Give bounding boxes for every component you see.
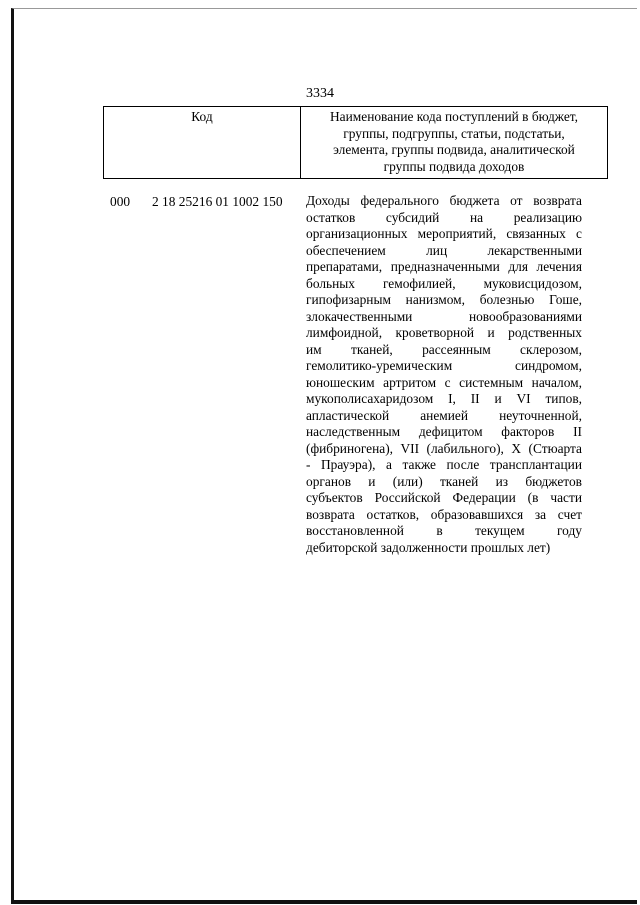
description-line: остатков субсидий на реализацию: [306, 209, 582, 225]
header-name-line: группы, подгруппы, статьи, подстатьи,: [343, 125, 565, 141]
description-line: организационных мероприятий, связанных с: [306, 226, 582, 241]
description-line: Доходы федерального бюджета от возврата: [306, 193, 582, 208]
description-line: препаратами, предназначенными для лечения: [306, 259, 582, 274]
description-line: дебиторской задолженности прошлых лет): [306, 539, 551, 555]
header-name-line: элемента, группы подвида, аналитической: [333, 142, 575, 157]
description-line: возврата остатков, образовавшихся за счет: [306, 506, 582, 522]
revenue-description: [306, 193, 582, 556]
description-line: обеспечением лиц лекарственными: [306, 242, 582, 258]
header-code-cell: Код: [104, 107, 301, 179]
header-name-line: Наименование кода поступлений в бюджет,: [330, 109, 578, 124]
header-name-cell: [301, 107, 608, 179]
description-line: злокачественными новообразованиями: [306, 308, 582, 324]
header-name-line: группы подвида доходов: [383, 158, 525, 174]
description-line: восстановленной в текущем году: [306, 523, 582, 538]
description-line: органов и (или) тканей из бюджетов: [306, 473, 582, 489]
page-number: 3334: [306, 86, 334, 101]
description-line: юношеским артритом с системным началом,: [306, 374, 582, 390]
description-line: апластической анемией неуточненной,: [306, 407, 582, 423]
description-line: наследственным дефицитом факторов II: [306, 424, 582, 439]
admin-code: 000: [110, 194, 131, 209]
description-line: лимфоидной, кроветворной и родственных: [306, 325, 582, 340]
header-row: [104, 107, 608, 179]
description-line: больных гемофилией, муковисцидозом,: [306, 275, 582, 291]
description-line: гемолитико-уремическим синдромом,: [306, 358, 582, 373]
description-line: гипофизарным нанизмом, болезнью Гоше,: [306, 292, 582, 307]
description-line: мукополисахаридозом I, II и VI типов,: [306, 391, 582, 406]
description-line: субъектов Российской Федерации (в части: [306, 490, 582, 505]
header-table: [103, 106, 608, 179]
description-line: (фибриногена), VII (лабильного), X (Стюарта: [306, 440, 582, 456]
description-line: им тканей, рассеянным склерозом,: [306, 341, 582, 357]
revenue-code: 2 18 25216 01 1002 150: [152, 194, 283, 209]
description-line: - Прауэра), а также после трансплантации: [306, 457, 582, 472]
